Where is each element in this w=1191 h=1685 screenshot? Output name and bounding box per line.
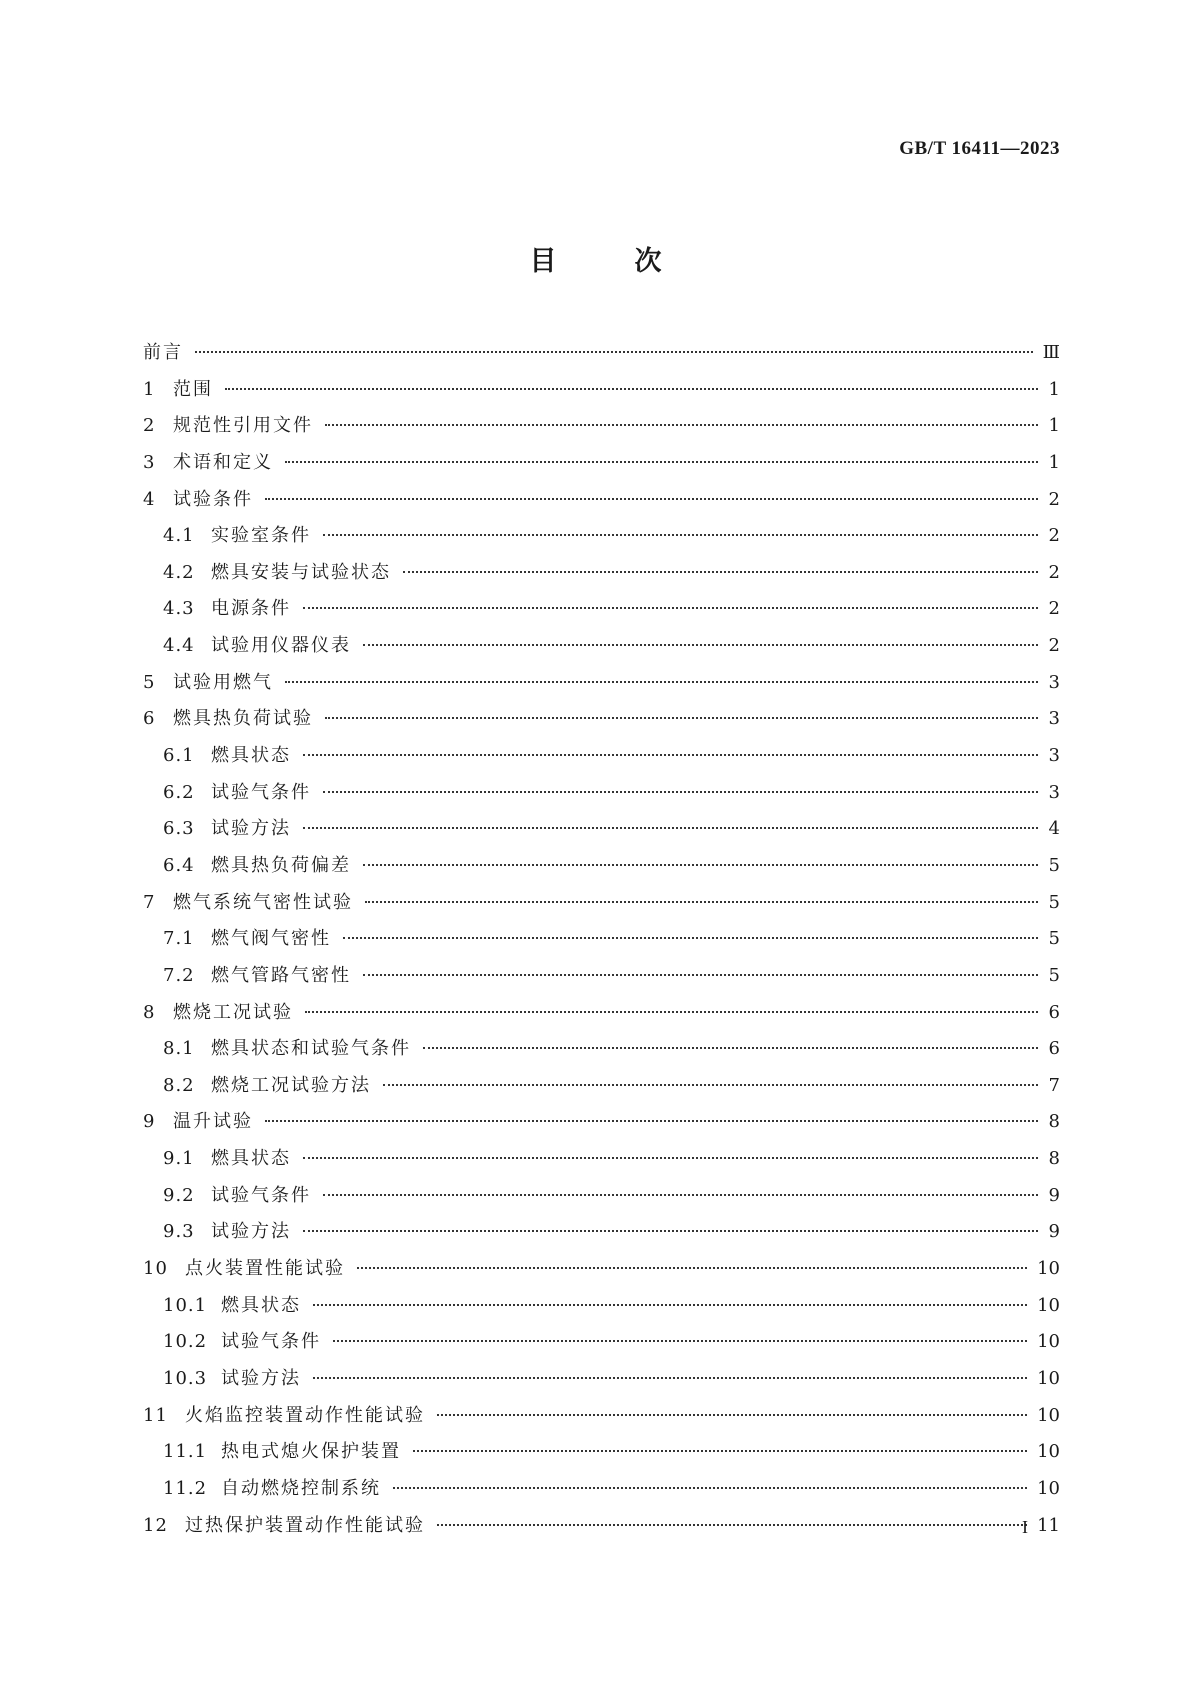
toc-entry-number: 4.3: [163, 598, 195, 620]
toc-entry[interactable]: [143, 1437, 1060, 1474]
toc-entry-label: 燃具热负荷试验: [173, 708, 313, 730]
toc-entry-label: 燃气系统气密性试验: [173, 891, 353, 913]
toc-dot-leader: [323, 1194, 1038, 1196]
toc-dot-leader: [357, 1267, 1027, 1269]
toc-entry-label: 试验气条件: [211, 1184, 311, 1206]
toc-entry-page: 8: [1048, 1148, 1060, 1170]
toc-dot-leader: [265, 498, 1038, 500]
toc-dot-leader: [393, 1487, 1027, 1489]
toc-entry-number: 6.4: [163, 854, 195, 876]
toc-entry-page: 5: [1048, 928, 1060, 950]
toc-entry[interactable]: [143, 1071, 1060, 1108]
toc-entry-page: 1: [1048, 378, 1060, 400]
toc-entry-page: 5: [1048, 964, 1060, 986]
toc-entry-label: 自动燃烧控制系统: [221, 1477, 381, 1499]
toc-dot-leader: [305, 1011, 1038, 1013]
toc-entry-number: 4.2: [163, 561, 195, 583]
toc-entry-number: 10.1: [163, 1294, 208, 1316]
toc-entry-page: 10: [1037, 1294, 1060, 1316]
toc-entry-number: 10.3: [163, 1367, 208, 1389]
toc-entry-number: 12: [143, 1514, 168, 1536]
toc-entry-page: 2: [1048, 635, 1060, 657]
toc-entry-label: 热电式熄火保护装置: [221, 1441, 401, 1463]
toc-dot-leader: [403, 571, 1038, 573]
toc-entry-number: 9.2: [163, 1184, 195, 1206]
toc-entry-page: 6: [1048, 1038, 1060, 1060]
toc-entry-number: 8.2: [163, 1074, 195, 1096]
toc-entry-number: 9.1: [163, 1148, 195, 1170]
toc-dot-leader: [323, 534, 1038, 536]
toc-entry-number: 11: [143, 1404, 168, 1426]
toc-entry-label: 燃具状态和试验气条件: [211, 1038, 411, 1060]
toc-entry[interactable]: [143, 375, 1060, 412]
toc-dot-leader: [313, 1377, 1027, 1379]
toc-entry[interactable]: [143, 1144, 1060, 1181]
toc-dot-leader: [343, 937, 1038, 939]
toc-entry-page: 2: [1048, 525, 1060, 547]
toc-dot-leader: [333, 1340, 1027, 1342]
toc-entry-label: 规范性引用文件: [173, 415, 313, 437]
toc-entry-page: 9: [1048, 1221, 1060, 1243]
title-char-2: 次: [634, 246, 662, 277]
toc-entry-label: 燃气管路气密性: [211, 964, 351, 986]
toc-entry-page: 11: [1037, 1514, 1060, 1536]
toc-dot-leader: [285, 461, 1038, 463]
toc-entry-number: 1: [143, 378, 156, 400]
toc-entry-number: 7: [143, 891, 156, 913]
toc-entry-label: 试验气条件: [221, 1331, 321, 1353]
toc-entry-label: 试验条件: [173, 488, 253, 510]
toc-entry-page: 8: [1048, 1111, 1060, 1133]
toc-dot-leader: [363, 974, 1038, 976]
toc-entry-number: 4.4: [163, 635, 195, 657]
toc-entry-label: 试验气条件: [211, 781, 311, 803]
toc-entry[interactable]: [143, 411, 1060, 448]
toc-entry-page: 5: [1048, 891, 1060, 913]
toc-dot-leader: [363, 644, 1038, 646]
toc-dot-leader: [437, 1524, 1027, 1526]
toc-entry-number: 7.2: [163, 964, 195, 986]
toc-entry[interactable]: [143, 448, 1060, 485]
toc-entry-number: 6.1: [163, 745, 195, 767]
toc-dot-leader: [265, 1120, 1038, 1122]
toc-dot-leader: [195, 351, 1033, 353]
toc-entry-label: 燃具状态: [221, 1294, 301, 1316]
toc-entry[interactable]: [143, 1254, 1060, 1291]
toc-entry-number: 8.1: [163, 1038, 195, 1060]
standard-code: GB/T 16411—2023: [899, 138, 1060, 159]
toc-entry-label: 电源条件: [211, 598, 291, 620]
toc-entry-number: 9: [143, 1111, 156, 1133]
toc-dot-leader: [383, 1084, 1038, 1086]
toc-entry-page: 6: [1048, 1001, 1060, 1023]
toc-entry-number: 11.1: [163, 1441, 208, 1463]
toc-entry-number: 8: [143, 1001, 156, 1023]
toc-entry-page: 10: [1037, 1477, 1060, 1499]
toc-entry[interactable]: [143, 1474, 1060, 1511]
toc-entry[interactable]: [143, 1364, 1060, 1401]
toc-dot-leader: [313, 1304, 1027, 1306]
toc-entry-number: 9.3: [163, 1221, 195, 1243]
toc-entry[interactable]: [143, 1181, 1060, 1218]
toc-entry[interactable]: [143, 961, 1060, 998]
toc-entry[interactable]: [143, 668, 1060, 705]
toc-entry[interactable]: [143, 1291, 1060, 1328]
toc-entry-label: 燃具状态: [211, 1148, 291, 1170]
toc-entry-label: 燃烧工况试验: [173, 1001, 293, 1023]
toc-entry-label: 术语和定义: [173, 451, 273, 473]
toc-entry-number: 11.2: [163, 1477, 208, 1499]
toc-entry[interactable]: [143, 1034, 1060, 1071]
toc-entry-number: 6.2: [163, 781, 195, 803]
toc-entry[interactable]: [143, 558, 1060, 595]
toc-entry-page: 2: [1048, 561, 1060, 583]
toc-entry-page: 10: [1037, 1367, 1060, 1389]
toc-entry-label: 实验室条件: [211, 525, 311, 547]
toc-entry[interactable]: [143, 851, 1060, 888]
toc-entry-page: 1: [1048, 415, 1060, 437]
title-char-1: 目: [529, 246, 557, 277]
toc-entry-page: 10: [1037, 1404, 1060, 1426]
toc-dot-leader: [303, 1157, 1038, 1159]
toc-entry-label: 试验方法: [211, 818, 291, 840]
toc-entry-label: 燃具状态: [211, 745, 291, 767]
toc-entry-page: 10: [1037, 1258, 1060, 1280]
toc-dot-leader: [303, 827, 1038, 829]
toc-dot-leader: [303, 1230, 1038, 1232]
toc-entry-number: 6.3: [163, 818, 195, 840]
toc-dot-leader: [363, 864, 1038, 866]
toc-entry[interactable]: [143, 924, 1060, 961]
toc-entry-page: 3: [1048, 671, 1060, 693]
table-of-contents: [143, 338, 1060, 1547]
toc-dot-leader: [225, 388, 1038, 390]
toc-entry[interactable]: [143, 704, 1060, 741]
toc-entry-number: 10: [143, 1258, 168, 1280]
toc-entry-label: 燃具安装与试验状态: [211, 561, 391, 583]
toc-entry-label: 燃具热负荷偏差: [211, 854, 351, 876]
toc-entry-page: 3: [1048, 781, 1060, 803]
toc-entry-number: 7.1: [163, 928, 195, 950]
toc-entry-number: 2: [143, 415, 156, 437]
toc-entry[interactable]: [143, 1327, 1060, 1364]
toc-entry-page: 7: [1048, 1074, 1060, 1096]
toc-dot-leader: [303, 754, 1038, 756]
toc-dot-leader: [365, 901, 1038, 903]
toc-dot-leader: [423, 1047, 1038, 1049]
toc-entry-label: 试验方法: [211, 1221, 291, 1243]
toc-entry-page: 10: [1037, 1441, 1060, 1463]
toc-dot-leader: [323, 791, 1038, 793]
toc-entry[interactable]: [143, 594, 1060, 631]
toc-dot-leader: [285, 681, 1038, 683]
footer-page-number: I: [1022, 1517, 1028, 1537]
toc-entry-label: 燃烧工况试验方法: [211, 1074, 371, 1096]
toc-entry-page: 2: [1048, 598, 1060, 620]
toc-entry-number: 3: [143, 451, 156, 473]
toc-entry-page: 5: [1048, 854, 1060, 876]
toc-entry-number: 4: [143, 488, 156, 510]
toc-entry-number: 4.1: [163, 525, 195, 547]
toc-entry-page: 3: [1048, 708, 1060, 730]
toc-entry-number: 5: [143, 671, 156, 693]
toc-entry[interactable]: [143, 1401, 1060, 1438]
toc-entry[interactable]: [143, 888, 1060, 925]
toc-entry[interactable]: [143, 741, 1060, 778]
toc-entry[interactable]: [143, 998, 1060, 1035]
toc-entry[interactable]: [143, 631, 1060, 668]
toc-entry-label: 点火装置性能试验: [185, 1258, 345, 1280]
toc-entry[interactable]: [143, 1107, 1060, 1144]
toc-entry-page: 3: [1048, 745, 1060, 767]
toc-dot-leader: [413, 1450, 1027, 1452]
toc-entry-page: 1: [1048, 451, 1060, 473]
toc-entry-page: 4: [1048, 818, 1060, 840]
toc-entry-number: 10.2: [163, 1331, 208, 1353]
toc-dot-leader: [325, 424, 1038, 426]
toc-entry[interactable]: [143, 521, 1060, 558]
toc-dot-leader: [325, 717, 1038, 719]
toc-entry-label: 前言: [143, 342, 183, 363]
toc-entry[interactable]: [143, 778, 1060, 815]
toc-entry-label: 试验方法: [221, 1367, 301, 1389]
toc-entry-number: 6: [143, 708, 156, 730]
toc-entry-label: 温升试验: [173, 1111, 253, 1133]
toc-entry-label: 试验用仪器仪表: [211, 635, 351, 657]
toc-entry-page: Ⅲ: [1042, 342, 1060, 363]
toc-entry[interactable]: [143, 814, 1060, 851]
toc-entry-page: 2: [1048, 488, 1060, 510]
toc-entry-label: 试验用燃气: [173, 671, 273, 693]
page-title: [0, 246, 1191, 278]
toc-entry-page: 10: [1037, 1331, 1060, 1353]
toc-dot-leader: [303, 607, 1038, 609]
toc-entry-label: 燃气阀气密性: [211, 928, 331, 950]
toc-entry[interactable]: [143, 485, 1060, 522]
toc-entry[interactable]: [143, 1511, 1060, 1548]
toc-entry[interactable]: [143, 338, 1060, 375]
toc-entry-label: 火焰监控装置动作性能试验: [185, 1404, 425, 1426]
toc-entry-label: 过热保护装置动作性能试验: [185, 1514, 425, 1536]
toc-entry-page: 9: [1048, 1184, 1060, 1206]
toc-entry-label: 范围: [173, 378, 213, 400]
toc-entry[interactable]: [143, 1217, 1060, 1254]
toc-dot-leader: [437, 1414, 1027, 1416]
